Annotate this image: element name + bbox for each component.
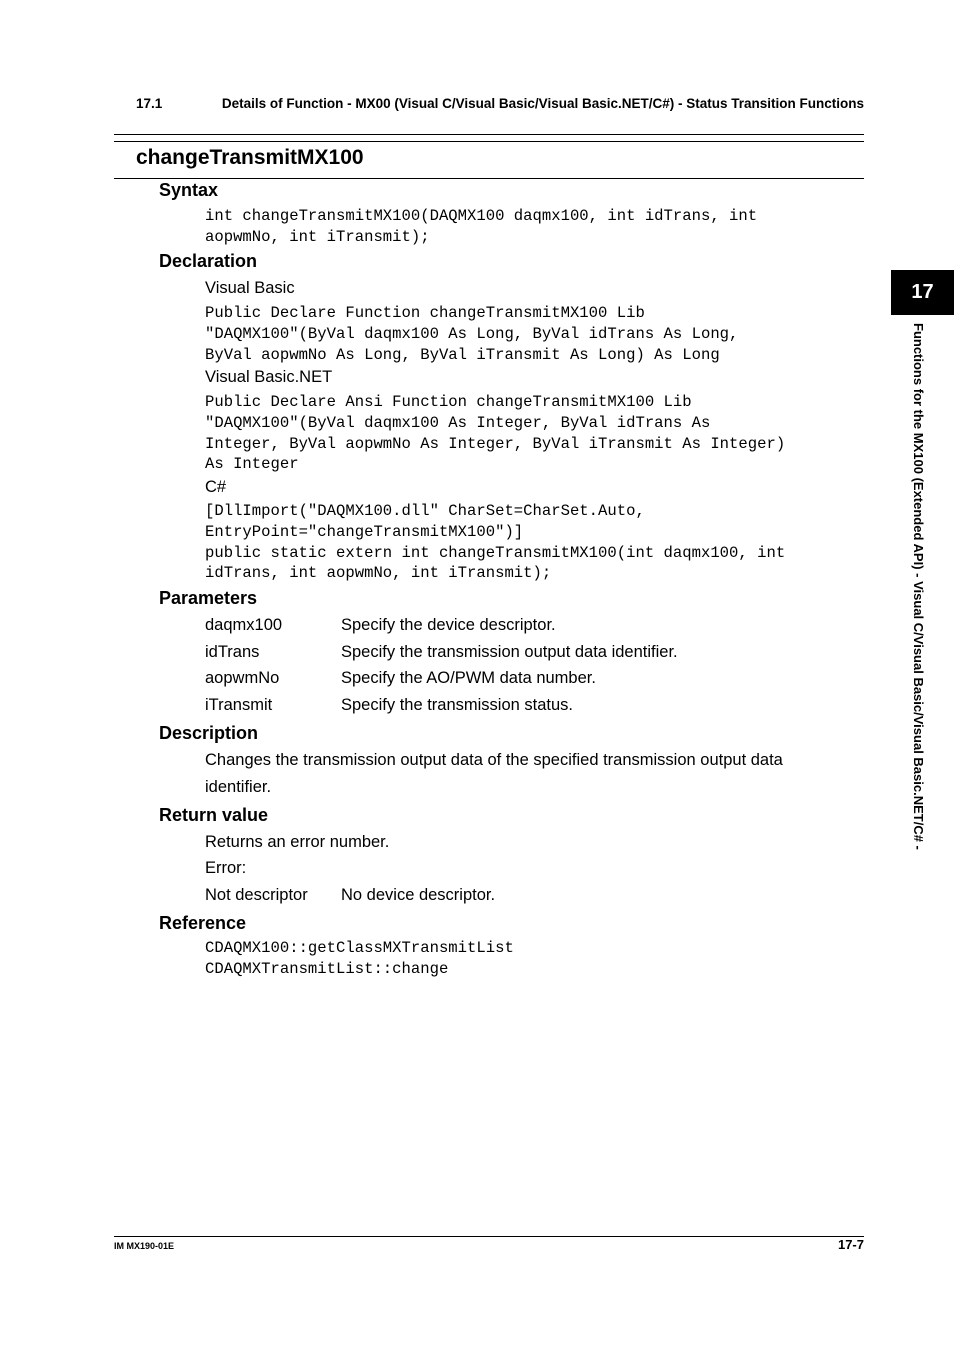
param-row <box>205 696 573 715</box>
footer-doc-id: IM MX190-01E <box>114 1241 175 1251</box>
param-desc: Specify the transmission output data identifier. <box>341 643 678 661</box>
param-desc: Specify the AO/PWM data number. <box>341 669 596 687</box>
declaration-heading: Declaration <box>159 251 258 271</box>
reference-code: CDAQMX100::getClassMXTransmitList CDAQMXTransmitList::change <box>205 939 514 978</box>
cs-code: [DllImport("DAQMX100.dll" CharSet=CharSet.Auto, EntryPoint="changeTransmitMX100")] public static extern int changeTransmitMX100(int daqmx100, int idTrans, int aopwmNo, int iTransmit); <box>205 502 786 583</box>
param-name: daqmx100 <box>205 616 283 634</box>
chapter-tab: 17 <box>891 270 954 315</box>
syntax-heading: Syntax <box>159 180 219 200</box>
error-desc: No device descriptor. <box>341 886 496 904</box>
param-desc: Specify the transmission status. <box>341 696 574 714</box>
section-number: 17.1 <box>136 96 163 111</box>
return-value-text: Returns an error number. <box>205 833 390 851</box>
footer-page-number: 17-7 <box>837 1237 864 1252</box>
vb-label: Visual Basic <box>205 279 295 297</box>
reference-heading: Reference <box>159 913 247 933</box>
param-name: aopwmNo <box>205 669 280 687</box>
param-name: iTransmit <box>205 696 273 714</box>
syntax-code: int changeTransmitMX100(DAQMX100 daqmx100, int idTrans, int aopwmNo, int iTransmit); <box>205 207 758 246</box>
description-line-2: identifier. <box>205 778 272 796</box>
running-header <box>136 96 864 111</box>
return-value-heading: Return value <box>159 805 269 825</box>
cs-label: C# <box>205 478 227 496</box>
error-name: Not descriptor <box>205 886 308 904</box>
vb-code: Public Declare Function changeTransmitMX100 Lib "DAQMX100"(ByVal daqmx100 As Long, ByVal idTrans As Long, ByVal aopwmNo As Long, ByVal iTransmit As Long) As Long <box>205 304 739 364</box>
param-row <box>205 616 556 635</box>
vbnet-code: Public Declare Ansi Function changeTransmitMX100 Lib "DAQMX100"(ByVal daqmx100 As Integer, ByVal idTrans As Integer, ByVal aopwmNo As Integer, ByVal iTransmit As Integer) As Integer <box>205 393 786 474</box>
function-title: changeTransmitMX100 <box>136 146 364 169</box>
chapter-side-title: Functions for the MX100 (Extended API) - Visual C/Visual Basic/Visual Basic.NET/C# - <box>911 323 926 850</box>
param-row <box>205 669 596 688</box>
param-desc: Specify the device descriptor. <box>341 616 556 634</box>
error-row <box>205 886 495 905</box>
title-underline <box>114 178 864 179</box>
header-rule-top <box>114 134 864 135</box>
error-label: Error: <box>205 859 247 877</box>
description-line-1: Changes the transmission output data of the specified transmission output data <box>205 751 783 769</box>
param-name: idTrans <box>205 643 260 661</box>
description-heading: Description <box>159 723 259 743</box>
vbnet-label: Visual Basic.NET <box>205 368 333 386</box>
parameters-heading: Parameters <box>159 588 258 608</box>
param-row <box>205 643 678 662</box>
header-rule-bottom <box>114 141 864 142</box>
section-title: Details of Function - MX00 (Visual C/Visual Basic/Visual Basic.NET/C#) - Status Transition Functions <box>221 96 864 111</box>
